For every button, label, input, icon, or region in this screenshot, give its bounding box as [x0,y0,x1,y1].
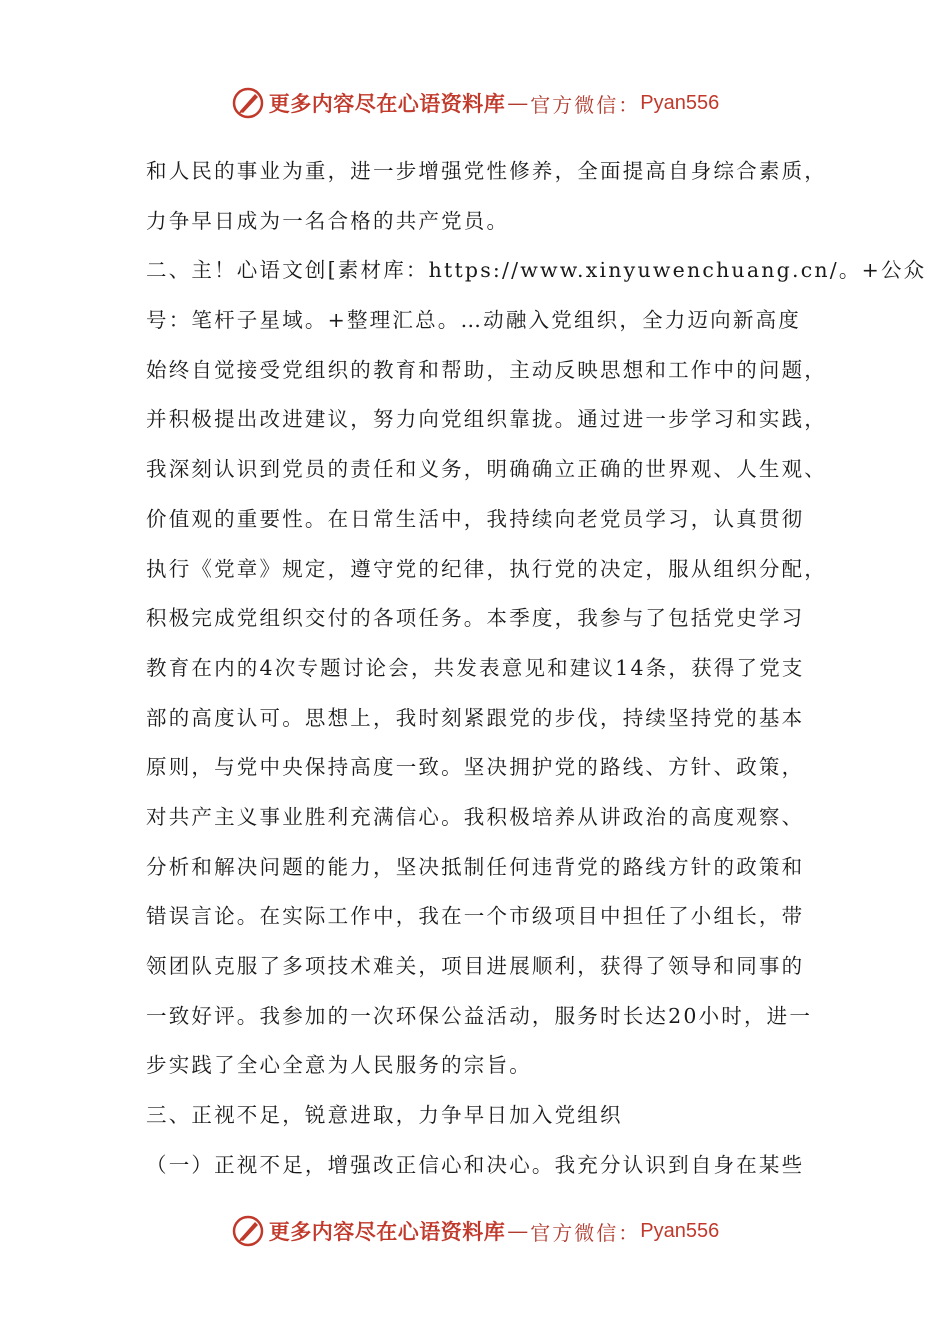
body-line: 积极完成党组织交付的各项任务。本季度，我参与了包括党史学习 [146,606,805,631]
body-line: 步实践了全心全意为人民服务的宗旨。 [146,1053,532,1078]
subsection-heading: （一）正视不足，增强改正信心和决心。我充分认识到自身在某些 [146,1152,805,1177]
body-line: 并积极提出改进建议，努力向党组织靠拢。通过进一步学习和实践， [146,407,827,432]
body-line: 错误言论。在实际工作中，我在一个市级项目中担任了小组长，带 [146,904,805,929]
body-line: 对共产主义事业胜利充满信心。我积极培养从讲政治的高度观察、 [146,804,805,829]
header-wechat-label: 官方微信： [530,92,641,117]
body-line: 价值观的重要性。在日常生活中，我持续向老党员学习，认真贯彻 [146,506,805,531]
footer-brand-text: 更多内容尽在心语资料库 [268,1219,506,1244]
body-line: 执行《党章》规定，遵守党的纪律，执行党的决定，服从组织分配， [146,556,827,581]
body-line: 我深刻认识到党员的责任和义务，明确确立正确的世界观、人生观、 [146,457,827,482]
quill-pen-logo-icon [231,86,265,120]
header-separator: — [507,91,529,115]
body-line: 部的高度认可。思想上，我时刻紧跟党的步伐，持续坚持党的基本 [146,705,805,730]
body-line: 和人民的事业为重，进一步增强党性修养，全面提高自身综合素质， [146,159,827,183]
footer-banner [0,1208,950,1254]
body-line: 始终自觉接受党组织的教育和帮助，主动反映思想和工作中的问题， [146,357,827,382]
body-line: 力争早日成为一名合格的共产党员。 [146,208,510,233]
body-line: 领团队克服了多项技术难关，项目进展顺利，获得了领导和同事的 [146,954,805,978]
footer-separator: — [507,1219,529,1243]
document-body [146,147,927,1190]
header-wechat-id: Pyan556 [640,91,720,114]
quill-pen-logo-icon [231,1214,265,1248]
body-line: 原则，与党中央保持高度一致。坚决拥护党的路线、方针、政策， [146,755,805,780]
body-line: 号：笔杆子星域。+整理汇总。…动融入党组织，全力迈向新高度 [146,308,801,333]
body-line: 分析和解决问题的能力，坚决抵制任何违背党的路线方针的政策和 [146,854,805,879]
header-brand-text: 更多内容尽在心语资料库 [268,91,506,116]
body-line: 一致好评。我参加的一次环保公益活动，服务时长达20小时，进一 [146,1003,813,1028]
footer-wechat-id: Pyan556 [640,1219,720,1242]
footer-wechat-label: 官方微信： [530,1220,641,1245]
section-heading-2: 二、主！心语文创[素材库：https://www.xinyuwenchuang.cn/。+公众 [146,258,927,283]
body-line: 教育在内的4次专题讨论会，共发表意见和建议14条，获得了党支 [146,655,805,680]
header-banner [0,80,950,126]
section-heading-3: 三、正视不足，锐意进取，力争早日加入党组织 [146,1103,623,1128]
